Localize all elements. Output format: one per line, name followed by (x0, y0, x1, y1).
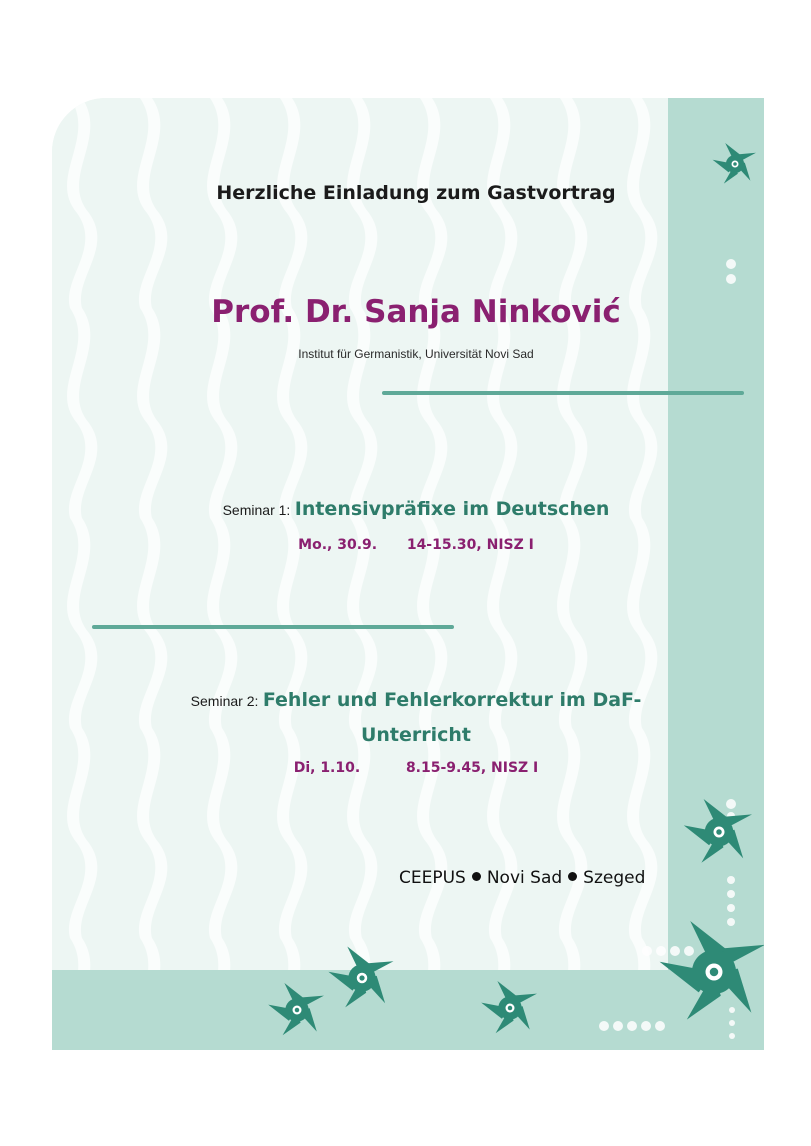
seminar-2-title-line2: Unterricht (360, 724, 472, 746)
seminar-1-label: Seminar 1: (222, 502, 291, 518)
flower-icon (713, 143, 756, 184)
seminar-1-schedule (52, 537, 764, 553)
flower-icon (481, 981, 537, 1033)
footer-ceepus: CEEPUS (399, 868, 466, 888)
divider-line-top (382, 391, 744, 395)
invitation-card (52, 98, 764, 1050)
bullet-icon (568, 872, 577, 881)
speaker-name: Prof. Dr. Sanja Ninković (211, 294, 621, 330)
seminar-2-label: Seminar 2: (190, 693, 259, 709)
invitation-heading: Herzliche Einladung zum Gastvortrag (216, 182, 616, 204)
flower-icon (660, 921, 764, 1020)
seminar-2-title-line1: Fehler und Fehlerkorrektur im DaF- (262, 689, 642, 711)
seminar-1-time: 14-15.30, NISZ I (406, 537, 534, 553)
flower-icon (328, 947, 393, 1008)
flower-decorations (52, 98, 764, 1050)
seminar-1-day: Mo., 30.9. (298, 537, 378, 553)
divider-line-middle (92, 625, 454, 629)
seminar-2-schedule (52, 760, 764, 776)
flower-icon (684, 799, 752, 863)
seminar-1-heading (52, 498, 764, 520)
footer-szeged: Szeged (583, 868, 646, 888)
flower-icon (268, 983, 324, 1035)
bullet-icon (472, 872, 481, 881)
speaker-institute: Institut für Germanistik, Universität Novi Sad (298, 347, 534, 361)
partner-footer (399, 868, 645, 888)
seminar-1-title: Intensivpräfixe im Deutschen (294, 498, 610, 520)
footer-novi-sad: Novi Sad (486, 868, 563, 888)
seminar-2-time: 8.15-9.45, NISZ I (405, 760, 539, 776)
seminar-2-heading (52, 689, 764, 711)
seminar-2-day: Di, 1.10. (293, 760, 361, 776)
